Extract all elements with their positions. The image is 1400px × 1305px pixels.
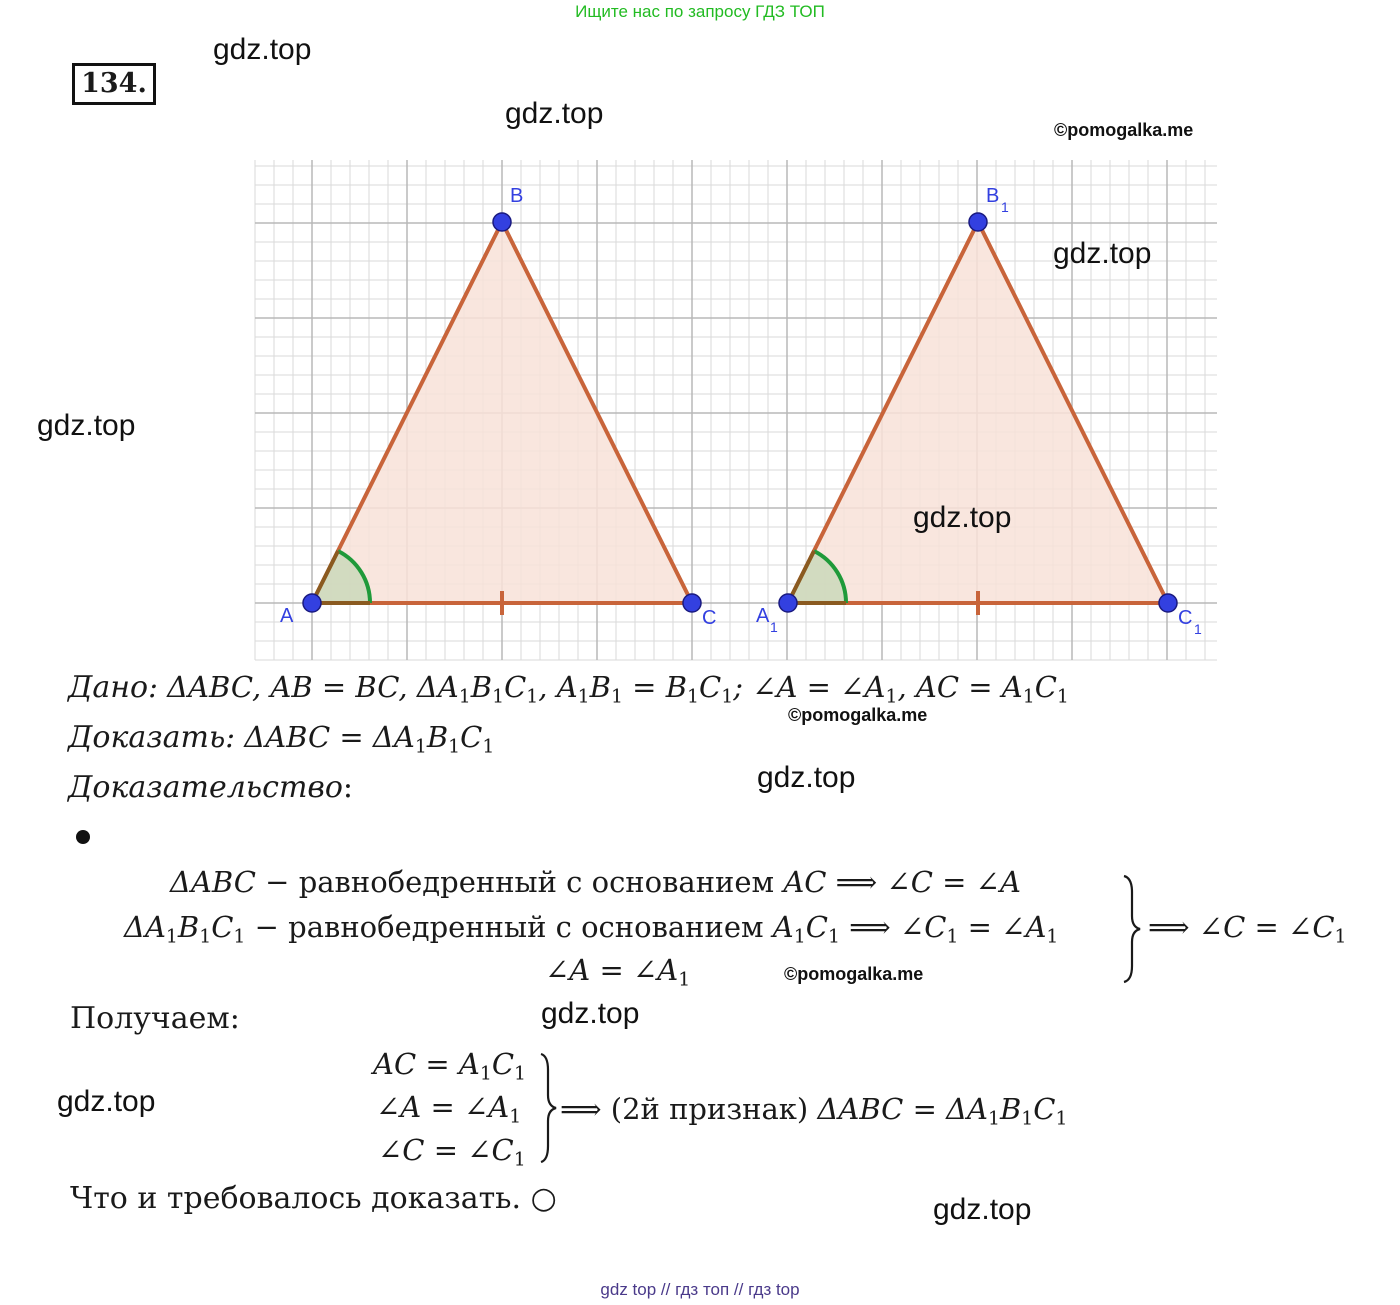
label-b1-sub: 1 <box>1001 199 1009 215</box>
label-a: A <box>280 605 294 627</box>
label-a1-sub: 1 <box>770 619 778 635</box>
label-c: C <box>702 607 717 629</box>
watermark: gdz.top <box>57 1085 156 1118</box>
step2-result: ⟹ (2й признак) $\Delta ABC = \Delta A_1B_1C_1$ <box>560 1092 1068 1130</box>
point-c <box>683 594 701 612</box>
step2-line3: ∠C = $\angle C_1$ <box>378 1133 526 1171</box>
step1-line3: ∠A = $\angle A_1$ <box>545 953 691 991</box>
label-b: B <box>510 185 524 207</box>
bullet <box>76 830 90 844</box>
watermark: gdz.top <box>505 97 604 130</box>
brace-step1 <box>1118 872 1148 986</box>
footer: gdz top // гдз топ // гдз top <box>600 1280 800 1299</box>
watermark: gdz.top <box>37 409 136 442</box>
copyright-mark: ©pomogalka.me <box>1054 120 1194 140</box>
watermark: gdz.top <box>1053 237 1152 270</box>
problem-number: 134. <box>72 63 156 105</box>
copyright-mark: ©pomogalka.me <box>788 705 928 725</box>
watermark: gdz.top <box>933 1193 1032 1226</box>
point-b1 <box>969 213 987 231</box>
prove-line: Доказать: $\Delta ABC = \Delta A_1B_1C_1$ <box>68 720 495 758</box>
obtain-label: Получаем: <box>70 1001 240 1036</box>
given-line: Дано: ΔABC, AB = BC, $\Delta A_1B_1C_1$, $A_1B_1 = B_1C_1$; ∠A = $\angle A_1$, AC = $A_1C_1$ <box>68 670 1069 708</box>
step2-line2: ∠A = $\angle A_1$ <box>376 1090 522 1128</box>
brace-step2 <box>535 1050 563 1166</box>
prove-label: Доказать <box>68 720 226 755</box>
watermark: gdz.top <box>213 33 312 66</box>
step1-result: ⟹ ∠C = $\angle C_1$ <box>1148 910 1347 948</box>
given-label: Дано <box>68 670 149 705</box>
qed-text: Что и требовалось доказать. ○ <box>70 1181 557 1216</box>
point-a <box>303 594 321 612</box>
copyright-mark: ©pomogalka.me <box>784 964 924 984</box>
step1-line2: $\Delta A_1B_1C_1$ − равнобедренный с основанием $A_1C_1$ ⟹ $\angle C_1$ = $\angle A_1$ <box>124 910 1059 948</box>
label-c1-sub: 1 <box>1194 621 1202 637</box>
step1-line1: ΔABC − равнобедренный с основанием AC ⟹ ∠C = ∠A <box>170 865 1021 899</box>
watermark: gdz.top <box>913 501 1012 534</box>
watermark: gdz.top <box>541 997 640 1030</box>
label-c1: C <box>1178 607 1193 629</box>
point-c1 <box>1159 594 1177 612</box>
point-b <box>493 213 511 231</box>
point-a1 <box>779 594 797 612</box>
watermark: gdz.top <box>757 761 856 794</box>
top-banner: Ищите нас по запросу ГДЗ ТОП <box>575 2 825 21</box>
label-a1: A <box>756 605 770 627</box>
step2-line1: AC = $A_1C_1$ <box>373 1047 527 1085</box>
proof-label: Доказательство: <box>68 770 354 805</box>
label-b1: B <box>986 185 1000 207</box>
